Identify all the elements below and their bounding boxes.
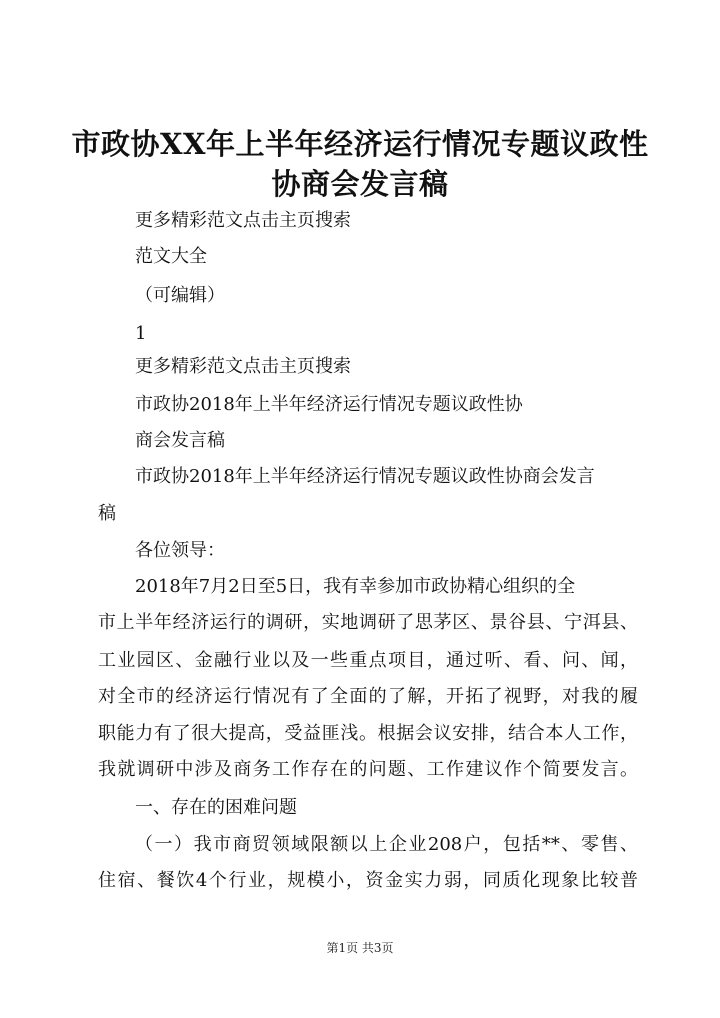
heading-line-2: 稿	[98, 503, 116, 524]
paragraph-line: 工业园区、金融行业以及一些重点项目，通过听、看、问、闻，	[98, 650, 638, 671]
promo-link-text-2: 更多精彩范文点击主页搜索	[135, 356, 351, 377]
promo-site-name: 范文大全	[135, 246, 207, 267]
page-marker: 1	[135, 323, 147, 344]
promo-link-text: 更多精彩范文点击主页搜索	[135, 210, 351, 231]
paragraph-line: 市上半年经济运行的调研，实地调研了思茅区、景谷县、宁洱县、	[98, 612, 638, 633]
title-line-2: 协商会发言稿	[271, 167, 449, 201]
salutation: 各位领导：	[135, 540, 225, 561]
subtitle-line-1: 市政协2018年上半年经济运行情况专题议政性协	[135, 394, 523, 415]
paragraph-line: （一）我市商贸领域限额以上企业208户，包括**、零售、	[135, 834, 638, 855]
document-title	[60, 124, 660, 204]
paragraph-line: 职能力有了很大提高，受益匪浅。根据会议安排，结合本人工作，	[98, 723, 638, 744]
paragraph-line: 我就调研中涉及商务工作存在的问题、工作建议作个简要发言。	[98, 759, 638, 780]
page-footer: 第1页 共3页	[326, 941, 394, 955]
subtitle-line-2: 商会发言稿	[135, 430, 225, 451]
title-line-1: 市政协XX年上半年经济运行情况专题议政性	[71, 127, 649, 161]
editable-note: （可编辑）	[135, 285, 225, 306]
section-heading: 一、存在的困难问题	[135, 797, 297, 818]
heading-line-1: 市政协2018年上半年经济运行情况专题议政性协商会发言	[135, 466, 595, 487]
paragraph-line: 住宿、餐饮4个行业，规模小，资金实力弱，同质化现象比较普	[98, 870, 638, 891]
paragraph-line: 对全市的经济运行情况有了全面的了解，开拓了视野，对我的履	[98, 686, 638, 707]
paragraph-line: 2018年7月2日至5日，我有幸参加市政协精心组织的全	[135, 576, 576, 597]
